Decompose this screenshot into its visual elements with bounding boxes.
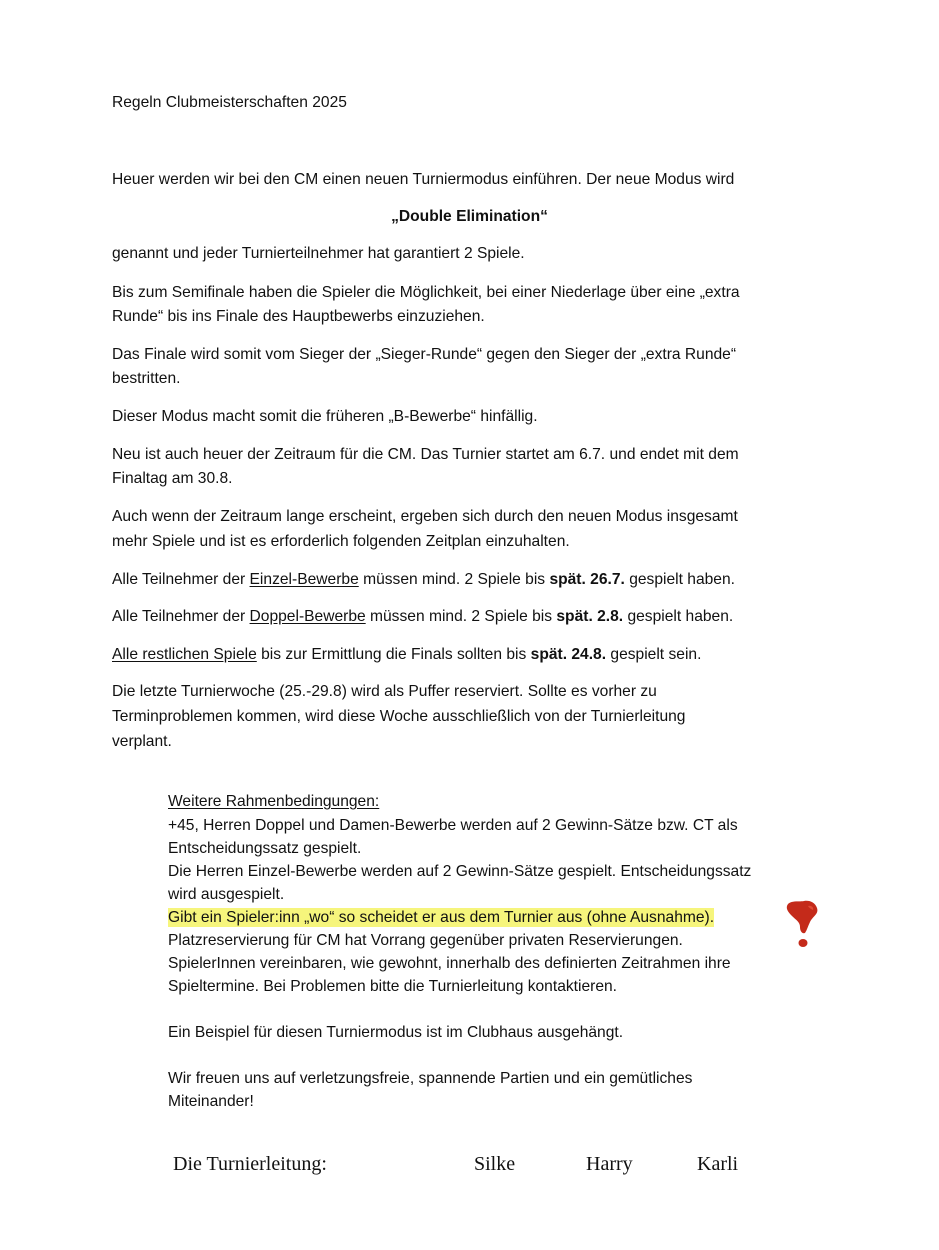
doppel-deadline-prefix: Alle Teilnehmer der	[112, 608, 250, 625]
intro-line-2: genannt und jeder Turnierteilnehmer hat garantiert 2 Spiele.	[112, 245, 525, 262]
zeitraum-paragraph-line-2: Finaltag am 30.8.	[112, 470, 233, 487]
condition-line-1: +45, Herren Doppel und Damen-Bewerbe werden auf 2 Gewinn-Sätze bzw. CT als	[168, 817, 738, 834]
doppel-deadline-middle: müssen mind. 2 Spiele bis	[365, 608, 557, 625]
rest-deadline-middle: bis zur Ermittlung die Finals sollten bis	[256, 646, 531, 663]
conditions-heading	[168, 790, 379, 814]
einzel-deadline-prefix: Alle Teilnehmer der	[112, 571, 250, 588]
condition-line-2: Entscheidungssatz gespielt.	[168, 840, 362, 857]
mode-name: „Double Elimination“	[391, 208, 548, 225]
intro-line: Heuer werden wir bei den CM einen neuen Turniermodus einführen. Der neue Modus wird	[112, 171, 735, 188]
rest-deadline	[112, 643, 701, 667]
example-note: Ein Beispiel für diesen Turniermodus ist im Clubhaus ausgehängt.	[168, 1024, 624, 1041]
rest-deadline-date: spät. 24.8.	[530, 646, 607, 663]
doppel-bewerbe-label: Doppel-Bewerbe	[249, 608, 366, 625]
schedule-intro-line-1: Auch wenn der Zeitraum lange erscheint, ergeben sich durch den neuen Modus insgesamt	[112, 508, 738, 525]
doppel-deadline-date: spät. 2.8.	[556, 608, 624, 625]
doppel-deadline	[112, 605, 733, 629]
einzel-bewerbe-label: Einzel-Bewerbe	[249, 571, 359, 588]
puffer-paragraph-line-2: Terminproblemen kommen, wird diese Woche ausschließlich von der Turnierleitung	[112, 708, 686, 725]
puffer-paragraph-line-1: Die letzte Turnierwoche (25.-29.8) wird als Puffer reserviert. Sollte es vorher zu	[112, 683, 657, 700]
rest-deadline-suffix: gespielt sein.	[606, 646, 702, 663]
condition-line-7: SpielerInnen vereinbaren, wie gewohnt, innerhalb des definierten Zeitrahmen ihre	[168, 955, 731, 972]
puffer-paragraph-line-3: verplant.	[112, 733, 172, 750]
einzel-deadline-suffix: gespielt haben.	[624, 571, 735, 588]
document-title: Regeln Clubmeisterschaften 2025	[112, 94, 347, 111]
b-bewerbe-paragraph: Dieser Modus macht somit die früheren „B-Bewerbe“ hinfällig.	[112, 408, 538, 425]
walkover-rule-highlight: Gibt ein Spieler:inn „wo“ so scheidet er aus dem Turnier aus (ohne Ausnahme).	[168, 909, 715, 926]
conditions-heading-text: Weitere Rahmenbedingungen:	[168, 793, 380, 810]
condition-line-4: wird ausgespielt.	[168, 886, 285, 903]
einzel-deadline-middle: müssen mind. 2 Spiele bis	[358, 571, 550, 588]
semifinal-paragraph-line-1: Bis zum Semifinale haben die Spieler die Möglichkeit, bei einer Niederlage über eine „extra	[112, 284, 740, 301]
closing-line-1: Wir freuen uns auf verletzungsfreie, spannende Partien und ein gemütliches	[168, 1070, 693, 1087]
signature-name-karli: Karli	[697, 1153, 739, 1175]
einzel-deadline	[112, 568, 735, 592]
signature-name-silke: Silke	[474, 1153, 516, 1175]
rest-spiele-label: Alle restlichen Spiele	[112, 646, 257, 663]
final-paragraph-line-1: Das Finale wird somit vom Sieger der „Sieger-Runde“ gegen den Sieger der „extra Runde“	[112, 346, 737, 363]
zeitraum-paragraph-line-1: Neu ist auch heuer der Zeitraum für die CM. Das Turnier startet am 6.7. und endet mit dem	[112, 446, 739, 463]
final-paragraph-line-2: bestritten.	[112, 370, 181, 387]
condition-line-5-highlighted	[168, 906, 714, 930]
condition-line-3: Die Herren Einzel-Bewerbe werden auf 2 Gewinn-Sätze gespielt. Entscheidungssatz	[168, 863, 752, 880]
condition-line-6: Platzreservierung für CM hat Vorrang gegenüber privaten Reservierungen.	[168, 932, 683, 949]
einzel-deadline-date: spät. 26.7.	[549, 571, 625, 588]
doppel-deadline-suffix: gespielt haben.	[623, 608, 734, 625]
signature-name-harry: Harry	[586, 1153, 633, 1175]
semifinal-paragraph-line-2: Runde“ bis ins Finale des Hauptbewerbs einzuziehen.	[112, 308, 485, 325]
signature-label: Die Turnierleitung:	[173, 1153, 327, 1175]
red-exclamation-mark-icon	[782, 898, 822, 954]
schedule-intro-line-2: mehr Spiele und ist es erforderlich folgenden Zeitplan einzuhalten.	[112, 533, 570, 550]
condition-line-8: Spieltermine. Bei Problemen bitte die Turnierleitung kontaktieren.	[168, 978, 617, 995]
closing-line-2: Miteinander!	[168, 1093, 254, 1110]
